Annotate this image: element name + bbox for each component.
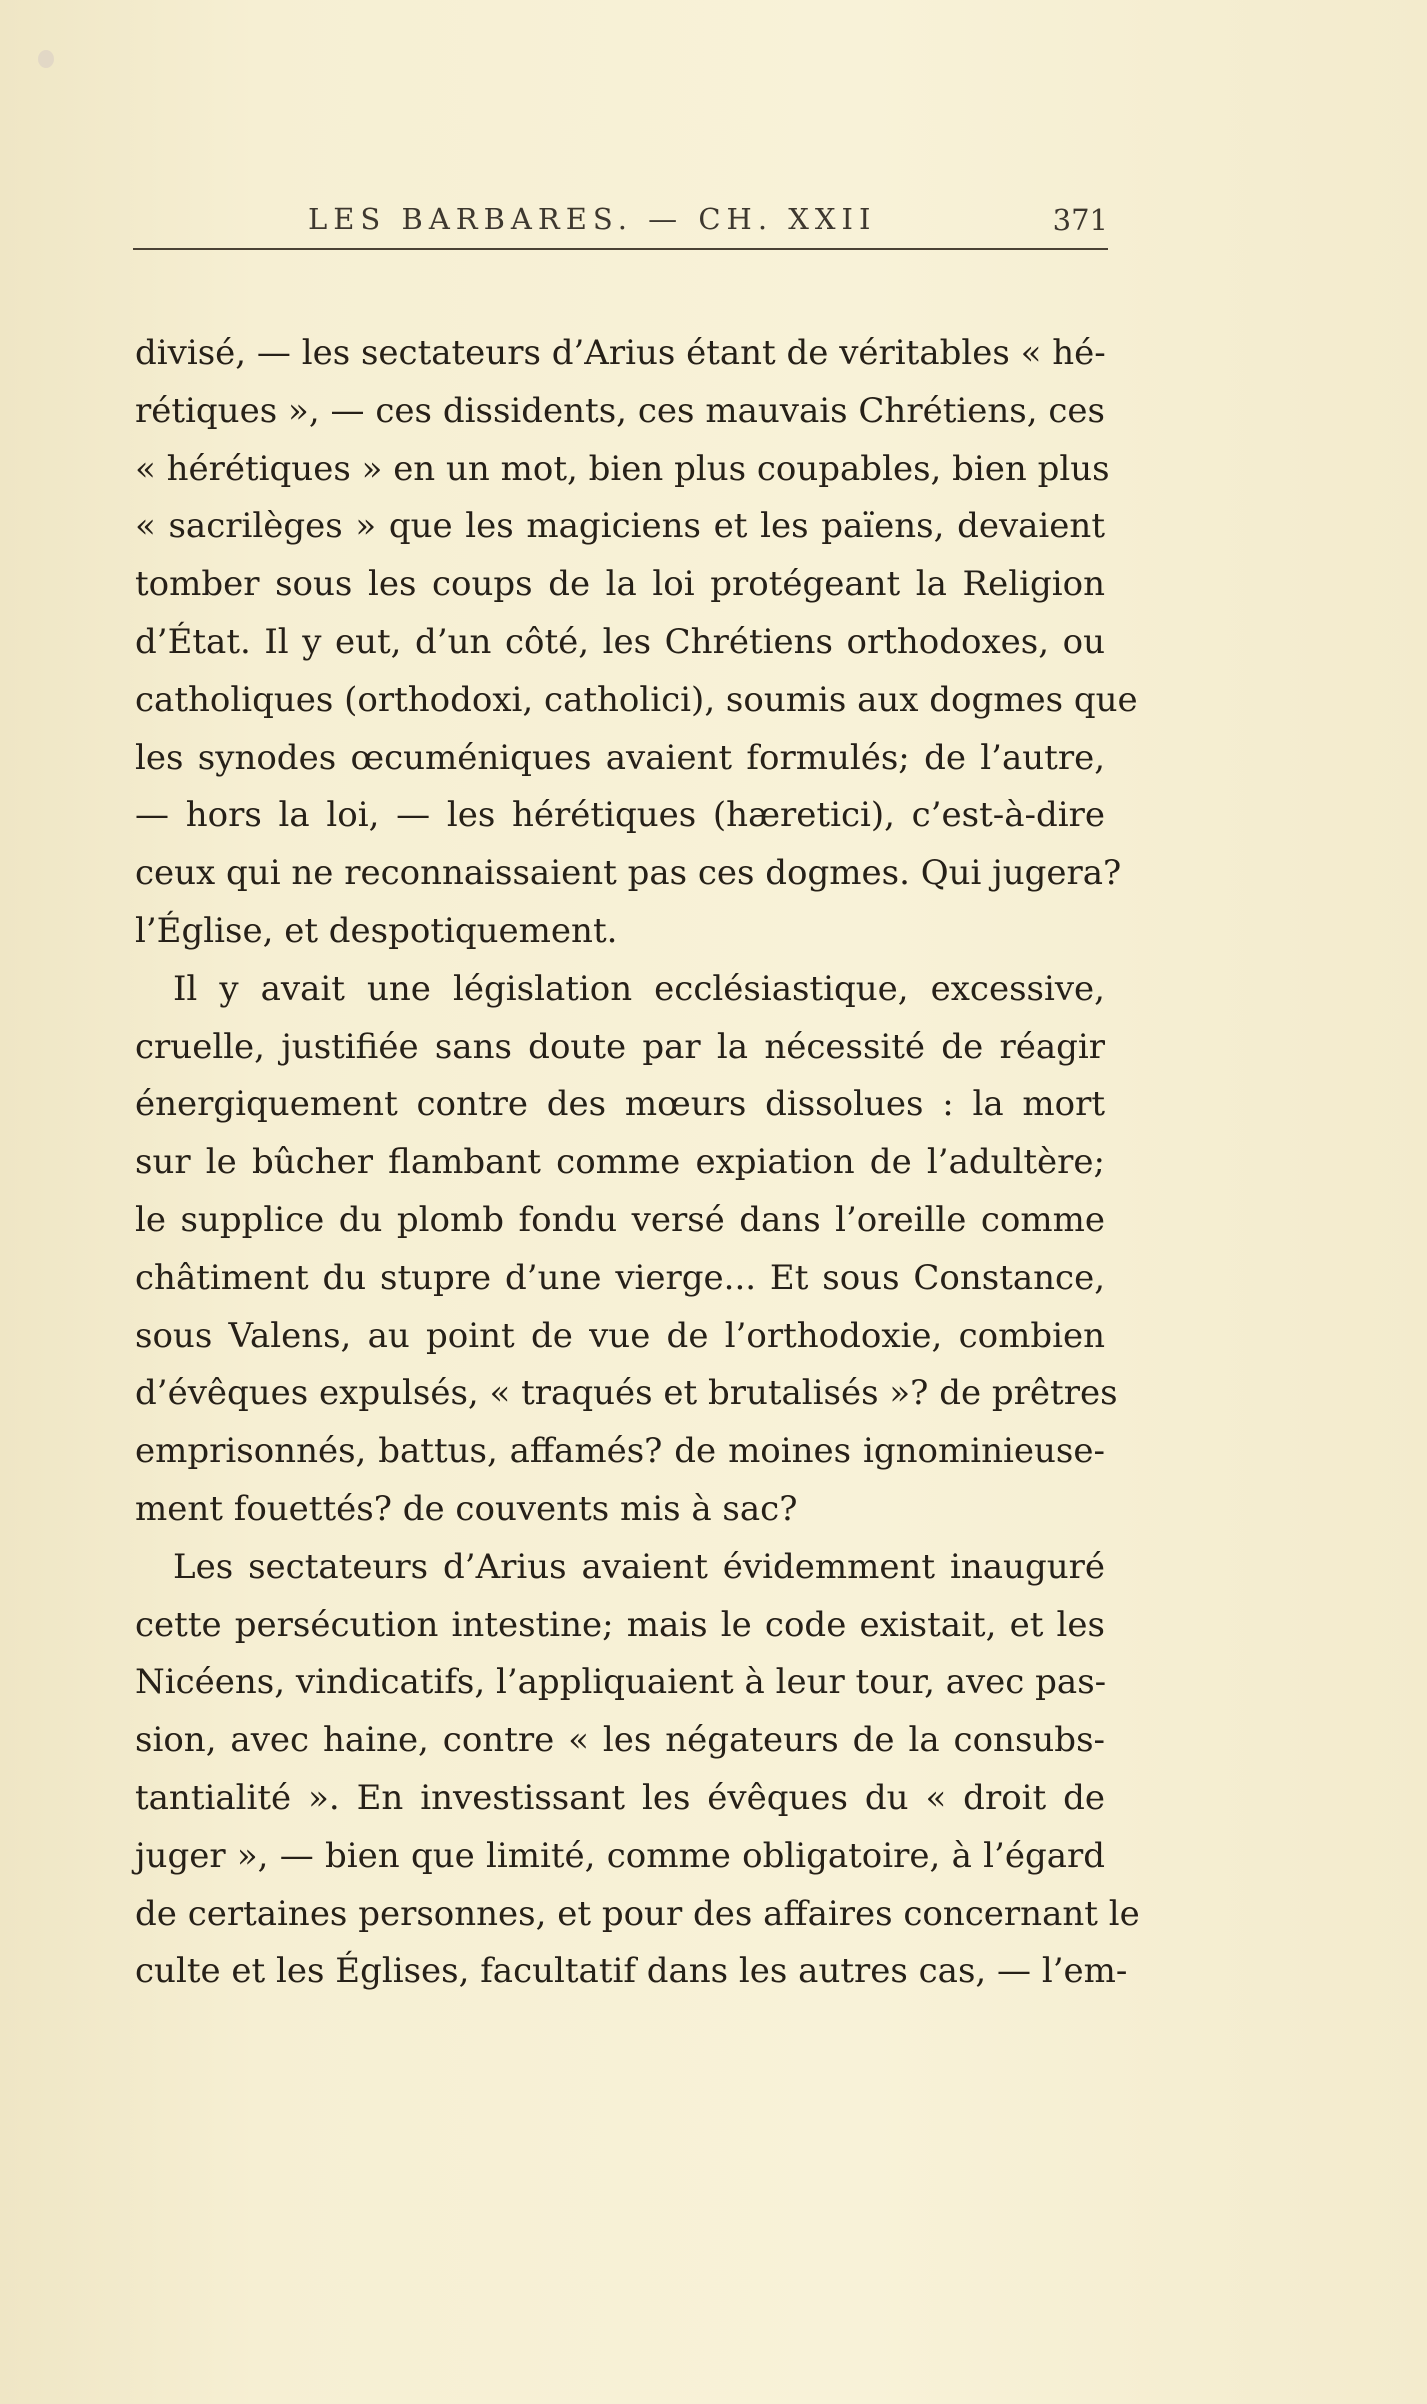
text-line: l’Église, et despotiquement. — [135, 910, 618, 951]
text-line: énergiquement contre des mœurs dissolues : la mort — [135, 1084, 1105, 1125]
text-line: d’évêques expulsés, « traqués et brutalisés »? de prêtres — [135, 1373, 1118, 1414]
text-line: culte et les Églises, facultatif dans les autres cas, — l’em- — [135, 1951, 1128, 1992]
text-line: sion, avec haine, contre « les négateurs de la consubs- — [135, 1720, 1105, 1761]
paragraph-start-line: Les sectateurs d’Arius avaient évidemment inauguré — [173, 1546, 1105, 1587]
text-line: de certaines personnes, et pour des affaires concernant le — [135, 1893, 1140, 1934]
text-line: juger », — bien que limité, comme obligatoire, à l’égard — [135, 1835, 1105, 1876]
text-line: Nicéens, vindicatifs, l’appliquaient à leur tour, avec pas- — [135, 1662, 1107, 1703]
text-line: rétiques », — ces dissidents, ces mauvais Chrétiens, ces — [135, 390, 1105, 431]
text-line: ceux qui ne reconnaissaient pas ces dogmes. Qui jugera? — [135, 853, 1122, 894]
text-line: sur le bûcher flambant comme expiation de l’adultère; — [135, 1142, 1105, 1183]
text-line: catholiques (orthodoxi, catholici), soumis aux dogmes que — [135, 679, 1138, 720]
text-line: ment fouettés? de couvents mis à sac? — [135, 1488, 798, 1529]
text-line: cruelle, justifiée sans doute par la nécessité de réagir — [135, 1026, 1105, 1067]
text-line: cette persécution intestine; mais le code existait, et les — [135, 1604, 1105, 1645]
text-line: tantialité ». En investissant les évêques du « droit de — [135, 1777, 1105, 1818]
running-head-title: LES BARBARES. — CH. XXII — [308, 202, 877, 236]
text-line: « sacrilèges » que les magiciens et les païens, devaient — [135, 506, 1105, 547]
paper-spot — [38, 50, 54, 68]
text-line: le supplice du plomb fondu versé dans l’oreille comme — [135, 1199, 1105, 1240]
text-line: châtiment du stupre d’une vierge... Et sous Constance, — [135, 1257, 1105, 1298]
body-text — [135, 325, 1140, 2001]
text-line: d’État. Il y eut, d’un côté, les Chrétiens orthodoxes, ou — [135, 621, 1105, 662]
text-line: divisé, — les sectateurs d’Arius étant de véritables « hé- — [135, 333, 1106, 373]
running-head — [133, 202, 1108, 250]
paragraph-start-line: Il y avait une législation ecclésiastique, excessive, — [173, 968, 1105, 1009]
text-line: les synodes œcuméniques avaient formulés; de l’autre, — [135, 737, 1105, 778]
text-line: « hérétiques » en un mot, bien plus coupables, bien plus — [135, 448, 1110, 489]
text-line: — hors la loi, — les hérétiques (hæretici), c’est-à-dire — [135, 795, 1105, 836]
page-number: 371 — [1052, 203, 1108, 237]
text-line: sous Valens, au point de vue de l’orthodoxie, combien — [135, 1315, 1105, 1356]
text-line: tomber sous les coups de la loi protégeant la Religion — [135, 564, 1105, 605]
text-line: emprisonnés, battus, affamés? de moines ignominieuse- — [135, 1431, 1105, 1472]
